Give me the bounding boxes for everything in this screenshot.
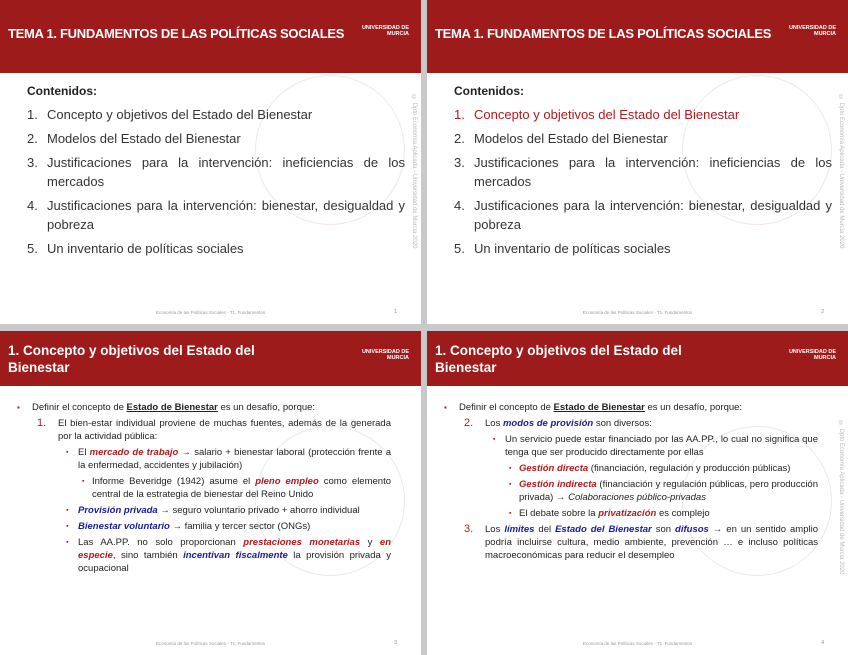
slide-title: TEMA 1. FUNDAMENTOS DE LAS POLÍTICAS SOCIALES: [435, 26, 772, 41]
sub-bullet: ▪ Bienestar voluntario → familia y tercer sector (ONGs): [66, 521, 311, 532]
numbered-point: 2. Los modos de provisión son diversos:: [464, 417, 652, 429]
university-logo: UNIVERSIDAD DE MURCIA: [361, 25, 409, 37]
slide-footer: Economía de las Políticas Sociales - T1. Fundamentos: [582, 641, 693, 646]
sub-bullet: ▪ El mercado de trabajo → salario + bienestar laboral (protección frente a la enfermedad, accidentes y jubilación): [66, 447, 391, 471]
copyright-note: © Dpto Economía Aplicada - Universidad de Murcia 2020: [838, 421, 844, 575]
list-item-active: 1. Concepto y objetivos del Estado del Bienestar: [454, 107, 740, 122]
contents-list: [27, 105, 405, 263]
university-logo: UNIVERSIDAD DE MURCIA: [788, 349, 836, 361]
page-number: 2: [821, 309, 824, 315]
university-logo: UNIVERSIDAD DE MURCIA: [788, 25, 836, 37]
slide-title: 1. Concepto y objetivos del Estado del Bienestar: [435, 343, 682, 375]
list-item: 5. Un inventario de políticas sociales: [27, 241, 244, 256]
bullet-intro: ▪ Definir el concepto de Estado de Bienestar es un desafío, porque:: [444, 402, 743, 413]
numbered-point: 1. El bien-estar individual proviene de muchas fuentes, además de la generada por la actividad pública:: [37, 417, 391, 442]
slide-footer: Economía de las Políticas Sociales - T1. Fundamentos: [582, 310, 693, 315]
page-number: 4: [821, 640, 824, 646]
slide-title: 1. Concepto y objetivos del Estado del Bienestar: [8, 343, 255, 375]
list-item: 4. Justificaciones para la intervención: bienestar, desigualdad y pobreza: [454, 198, 832, 232]
slide-footer: Economía de las Políticas Sociales - T1. Fundamentos: [155, 641, 266, 646]
numbered-point: 3. Los límites del Estado del Bienestar son difusos → en un sentido amplio podría incluirse cultura, medio ambiente, prevención … e incluso políticas macroeconómicas para reducir el desempleo: [464, 523, 818, 561]
bullet-intro: ▪ Definir el concepto de Estado de Bienestar es un desafío, porque:: [17, 402, 316, 413]
sub-bullet: ▪ Las AA.PP. no solo proporcionan prestaciones monetarias y en especie, sino también incentivan fiscalmente la provisión privada y ocupacional: [66, 537, 392, 574]
slide-body: [427, 401, 848, 565]
slide-3[interactable]: [0, 331, 421, 655]
contents-title: Contenidos:: [454, 84, 524, 98]
contents-list: [454, 105, 832, 263]
slide-4[interactable]: [427, 331, 848, 655]
slide-footer: Economía de las Políticas Sociales - T1. Fundamentos: [155, 310, 266, 315]
sub-sub-bullet: ▪ Gestión indirecta (financiación y regulación públicas, pero producción privada) → Colaboraciones público-privadas: [509, 479, 818, 503]
university-logo: UNIVERSIDAD DE MURCIA: [361, 349, 409, 361]
slide-header: [0, 0, 421, 73]
page-number: 1: [394, 309, 397, 315]
slide-1[interactable]: [0, 0, 421, 324]
slide-header: [427, 0, 848, 73]
list-item: 4. Justificaciones para la intervención: bienestar, desigualdad y pobreza: [27, 198, 405, 232]
slide-2[interactable]: [427, 0, 848, 324]
sub-sub-bullet: ▪ Gestión directa (financiación, regulación y producción públicas): [509, 463, 791, 474]
sub-bullet: ▪ Provisión privada → seguro voluntario privado + ahorro individual: [66, 505, 360, 516]
contents-title: Contenidos:: [27, 84, 97, 98]
slide-title: TEMA 1. FUNDAMENTOS DE LAS POLÍTICAS SOCIALES: [8, 26, 345, 41]
slide-header: [0, 331, 421, 386]
slide-header: [427, 331, 848, 386]
list-item: 2. Modelos del Estado del Bienestar: [454, 131, 668, 146]
slide-body: [0, 401, 421, 578]
page-number: 3: [394, 640, 397, 646]
list-item: 5. Un inventario de políticas sociales: [454, 241, 671, 256]
copyright-note: © Dpto Economía Aplicada - Universidad de Murcia 2020: [838, 95, 844, 249]
copyright-note: © Dpto Economía Aplicada - Universidad de Murcia 2020: [411, 95, 417, 249]
sub-bullet: ▪ Un servicio puede estar financiado por las AA.PP., lo cual no significa que tenga que ser producido directamente por ellas: [493, 434, 818, 458]
sub-sub-bullet: ▪ Informe Beveridge (1942) asume el pleno empleo como elemento central de la estrategia de bienestar del Reino Unido: [82, 476, 391, 500]
list-item: 1. Concepto y objetivos del Estado del Bienestar: [27, 107, 313, 122]
list-item: 3. Justificaciones para la intervención: ineficiencias de los mercados: [454, 155, 832, 189]
list-item: 3. Justificaciones para la intervención: ineficiencias de los mercados: [27, 155, 405, 189]
sub-sub-bullet: ▪ El debate sobre la privatización es complejo: [509, 508, 710, 519]
list-item: 2. Modelos del Estado del Bienestar: [27, 131, 241, 146]
